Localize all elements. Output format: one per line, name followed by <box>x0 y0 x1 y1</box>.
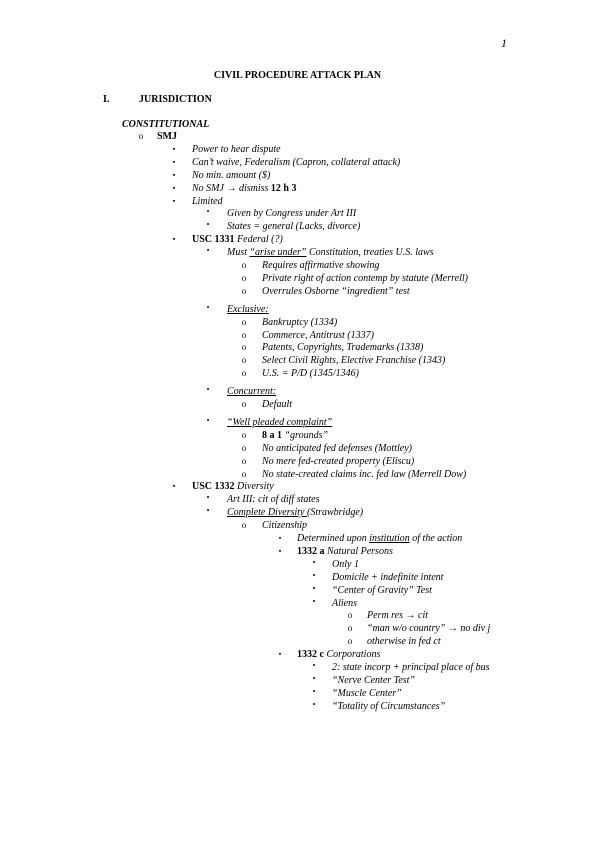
text-segment: Federal (?) <box>234 234 283 246</box>
text-segment: Art III: cit of diff states <box>227 494 320 506</box>
text-segment: No mere fed-created property (Eliscu) <box>262 455 415 467</box>
text-segment: Private right of action contemp by statute (Merrell) <box>262 272 468 284</box>
outline-text <box>332 687 402 700</box>
text-segment: Domicile + indefinite intent <box>332 571 444 583</box>
outline-text <box>262 354 445 367</box>
outline-text <box>262 468 466 481</box>
text-segment: SMJ <box>157 131 177 142</box>
dot-bullet-icon: • <box>206 493 210 503</box>
outline-text <box>262 316 337 329</box>
text-segment: Limited <box>192 195 223 207</box>
circle-bullet-icon: o <box>241 520 247 531</box>
outline-text <box>367 635 441 648</box>
dot-bullet-icon: • <box>312 673 316 683</box>
text-segment: USC 1331 <box>192 234 235 246</box>
text-segment: 12 h 3 <box>270 182 297 194</box>
text-segment: Complete Diversity <box>227 507 307 519</box>
outline-text <box>262 455 414 468</box>
outline-text <box>332 558 359 571</box>
dot-bullet-icon: • <box>206 246 210 256</box>
text-segment: Only 1 <box>332 558 359 570</box>
section-title: JURISDICTION <box>139 94 212 105</box>
square-bullet-icon: ▪ <box>172 144 176 153</box>
text-segment: Exclusive: <box>227 303 269 315</box>
circle-bullet-icon: o <box>241 272 247 283</box>
text-segment: No anticipated fed defenses (Mottley) <box>262 442 412 454</box>
text-segment: 8 a 1 <box>262 429 282 441</box>
text-segment: 1332 a <box>297 545 325 557</box>
outline-text <box>262 341 423 354</box>
outline-text <box>157 130 177 143</box>
dot-bullet-icon: • <box>312 661 316 670</box>
square-bullet-icon: ▪ <box>172 482 176 491</box>
text-segment: “Center of Gravity” Test <box>332 584 432 596</box>
text-segment: USC 1332 <box>192 481 235 493</box>
text-segment: U.S. = P/D (1345/1346) <box>262 368 360 380</box>
text-segment: “grounds” <box>282 429 329 441</box>
text-segment: “Totality of Circumstances” <box>332 700 446 712</box>
text-segment: Citizenship <box>262 520 308 532</box>
circle-bullet-icon: o <box>241 316 247 327</box>
dot-bullet-icon: • <box>206 220 210 230</box>
text-segment: States = general (Lacks, divorce) <box>227 221 361 233</box>
outline-text <box>367 609 428 622</box>
text-segment: Power to hear dispute <box>192 143 281 155</box>
square-bullet-icon: ▪ <box>278 534 282 542</box>
text-segment: Commerce, Antitrust (1337) <box>262 329 374 341</box>
text-segment: Determined upon <box>297 533 370 544</box>
outline-text <box>227 493 320 506</box>
square-bullet-icon: ▪ <box>172 157 176 166</box>
text-segment: No state-created claims inc. fed law (Merrell Dow) <box>262 468 467 480</box>
outline-text <box>192 143 281 156</box>
outline-text <box>262 329 374 342</box>
text-segment: 2: state incorp + principal place of bus <box>332 662 490 673</box>
outline-text <box>227 303 269 316</box>
dot-bullet-icon: • <box>312 570 316 580</box>
dot-bullet-icon: • <box>206 506 210 516</box>
text-segment: “arise under” <box>249 247 307 259</box>
text-segment: Natural Persons <box>324 545 393 557</box>
circle-bullet-icon: o <box>138 131 144 141</box>
text-segment: of the action <box>409 533 463 544</box>
outline-text <box>332 597 357 610</box>
text-segment: No SMJ → dismiss <box>192 182 271 194</box>
text-segment: “Nerve Center Test” <box>332 674 415 686</box>
square-bullet-icon: ▪ <box>172 196 176 205</box>
dot-bullet-icon: • <box>312 583 316 593</box>
outline-text <box>332 584 432 597</box>
circle-bullet-icon: o <box>241 355 247 366</box>
text-segment: institution <box>369 533 410 544</box>
outline-text <box>332 571 443 584</box>
subheading: CONSTITUTIONAL <box>122 119 210 130</box>
circle-bullet-icon: o <box>347 623 353 634</box>
text-segment: “Well pleaded complaint” <box>227 416 333 428</box>
circle-bullet-icon: o <box>241 368 247 379</box>
text-segment: 1332 c <box>297 649 324 661</box>
outline-text <box>262 272 468 285</box>
outline-text <box>262 519 307 532</box>
outline-text <box>227 207 356 220</box>
outline-text <box>367 622 490 635</box>
outline-text <box>192 169 270 182</box>
text-segment: “Muscle Center” <box>332 687 402 699</box>
outline-text <box>192 156 400 169</box>
text-segment: Select Civil Rights, Elective Franchise (1343) <box>262 355 446 367</box>
outline-text <box>262 285 410 298</box>
text-segment: Diversity <box>234 481 274 493</box>
square-bullet-icon: ▪ <box>172 170 176 179</box>
outline-text <box>227 385 276 398</box>
text-segment: Patents, Copyrights, Trademarks (1338) <box>262 342 424 354</box>
outline-text <box>227 220 360 233</box>
outline-text <box>227 416 332 429</box>
square-bullet-icon: ▪ <box>278 546 282 555</box>
text-segment: otherwise in fed ct <box>367 636 441 648</box>
text-segment: Given by Congress under Art III <box>227 208 357 220</box>
circle-bullet-icon: o <box>241 442 247 453</box>
outline-text <box>332 674 415 687</box>
text-segment: “man w/o country” → no div j <box>367 623 491 635</box>
outline-text <box>262 429 328 442</box>
square-bullet-icon: ▪ <box>278 650 282 659</box>
outline-text <box>227 246 434 259</box>
circle-bullet-icon: o <box>241 285 247 296</box>
outline-text <box>262 259 379 272</box>
outline-text <box>332 661 490 674</box>
square-bullet-icon: ▪ <box>172 183 176 192</box>
circle-bullet-icon: o <box>241 399 247 409</box>
circle-bullet-icon: o <box>347 636 353 647</box>
section-number: I. <box>103 94 110 105</box>
circle-bullet-icon: o <box>241 329 247 340</box>
text-segment: Must <box>227 247 250 259</box>
dot-bullet-icon: • <box>206 385 210 395</box>
dot-bullet-icon: • <box>312 596 316 606</box>
text-segment: Overrules Osborne “ingredient” test <box>262 285 410 297</box>
text-segment: Default <box>262 399 292 410</box>
outline-text <box>297 532 462 545</box>
outline-text <box>262 367 359 380</box>
dot-bullet-icon: • <box>206 207 210 217</box>
text-segment: Constitution, treaties U.S. laws <box>306 247 434 259</box>
dot-bullet-icon: • <box>206 302 210 312</box>
outline-text <box>227 506 363 519</box>
text-segment: Aliens <box>332 597 357 609</box>
text-segment: Corporations <box>323 649 381 661</box>
document-title: CIVIL PROCEDURE ATTACK PLAN <box>213 70 382 81</box>
text-segment: Can’t waive, Federalism (Capron, collateral attack) <box>192 156 401 168</box>
circle-bullet-icon: o <box>241 429 247 440</box>
outline-text <box>332 700 445 713</box>
dot-bullet-icon: • <box>206 415 210 425</box>
text-segment: Concurrent: <box>227 386 277 398</box>
text-segment: Requires affirmative showing <box>262 260 380 271</box>
dot-bullet-icon: • <box>312 557 316 567</box>
circle-bullet-icon: o <box>241 342 247 353</box>
text-segment: Perm res → cit <box>367 610 429 622</box>
circle-bullet-icon: o <box>347 610 353 621</box>
dot-bullet-icon: • <box>312 699 316 709</box>
dot-bullet-icon: • <box>312 686 316 696</box>
square-bullet-icon: ▪ <box>172 235 176 244</box>
outline-text <box>262 398 292 411</box>
outline-text <box>262 442 412 455</box>
outline-text <box>192 182 296 195</box>
circle-bullet-icon: o <box>241 260 247 270</box>
text-segment: Bankruptcy (1334) <box>262 316 338 328</box>
text-segment: No min. amount ($) <box>192 169 271 181</box>
circle-bullet-icon: o <box>241 468 247 479</box>
page-number: 1 <box>501 36 507 50</box>
text-segment: (Strawbridge) <box>306 507 364 519</box>
circle-bullet-icon: o <box>241 455 247 466</box>
